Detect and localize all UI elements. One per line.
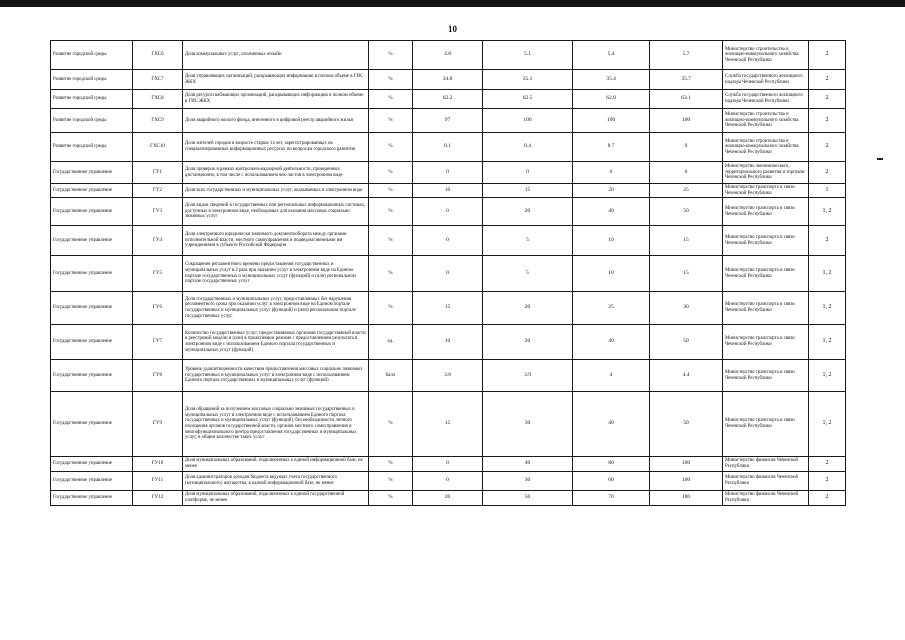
- unit-cell: %: [369, 491, 413, 506]
- reference-cell: 1, 2: [809, 256, 846, 292]
- value-cell-3: 70: [573, 491, 650, 506]
- code-cell: ГУ5: [133, 256, 183, 292]
- value-cell-1: 0: [413, 162, 483, 184]
- unit-cell: %: [369, 472, 413, 491]
- code-cell: ГУ12: [133, 491, 183, 506]
- category-cell: Государственное управление: [51, 360, 133, 392]
- table-row: [51, 198, 846, 226]
- value-cell-2: 30: [483, 392, 573, 457]
- reference-cell: 1, 2: [809, 392, 846, 457]
- value-cell-4: 50: [650, 198, 723, 226]
- value-cell-4: 50: [650, 392, 723, 457]
- value-cell-4: 100: [650, 109, 723, 133]
- category-cell: Государственное управление: [51, 392, 133, 457]
- value-cell-3: 62.8: [573, 90, 650, 109]
- category-cell: Государственное управление: [51, 226, 133, 256]
- code-cell: ГУ2: [133, 184, 183, 198]
- category-cell: Развитие городской среды: [51, 109, 133, 133]
- table-row: [51, 360, 846, 392]
- indicator-cell: Доля ресурсоснабжающих организаций, раскрывающих информацию в полном объеме в ГИС ЖКХ: [183, 90, 369, 109]
- table-row: [51, 162, 846, 184]
- value-cell-4: 9: [650, 133, 723, 162]
- code-cell: ГУ1: [133, 162, 183, 184]
- table-row: [51, 133, 846, 162]
- value-cell-1: 15: [413, 392, 483, 457]
- value-cell-4: 100: [650, 491, 723, 506]
- value-cell-3: 40: [573, 392, 650, 457]
- value-cell-2: 0: [483, 162, 573, 184]
- value-cell-3: 60: [573, 472, 650, 491]
- value-cell-1: 97: [413, 109, 483, 133]
- value-cell-1: 8.1: [413, 133, 483, 162]
- table-row: [51, 226, 846, 256]
- code-cell: ГХС9: [133, 109, 183, 133]
- indicator-cell: Доля муниципальных образований, подключенных к единой государственной платформе, не менее: [183, 491, 369, 506]
- category-cell: Государственное управление: [51, 472, 133, 491]
- organization-cell: Министерство транспорта и связи Чеченской Республики: [723, 184, 809, 198]
- value-cell-1: 10: [413, 325, 483, 360]
- indicator-cell: Уровень удовлетворенности качеством предоставления массовых социально значимых государственных и муниципальных услуг в электронном виде с использованием Единого портала государственных и муниципальных услуг (функций): [183, 360, 369, 392]
- code-cell: ГУ4: [133, 226, 183, 256]
- reference-cell: 2: [809, 70, 846, 90]
- unit-cell: %: [369, 109, 413, 133]
- reference-cell: 2: [809, 457, 846, 472]
- indicator-cell: Доля государственных и муниципальных услуг, предоставляемых без нарушения регламентного срока при оказании услуг в электронном виде на Едином портале государственных и муниципальных услуг (функций) и (или) региональном портале государственных услуг: [183, 292, 369, 325]
- category-cell: Государственное управление: [51, 457, 133, 472]
- category-cell: Государственное управление: [51, 292, 133, 325]
- organization-cell: Министерство транспорта и связи Чеченской Республики: [723, 198, 809, 226]
- value-cell-1: 62.2: [413, 90, 483, 109]
- category-cell: Государственное управление: [51, 184, 133, 198]
- value-cell-2: 5: [483, 256, 573, 292]
- table-row: [51, 392, 846, 457]
- indicator-cell: Доля управляющих организаций, раскрывающих информацию в полном объеме в ГИС ЖКХ: [183, 70, 369, 90]
- organization-cell: Министерство экономического, территориального развития и торговли Чеченской Республики: [723, 162, 809, 184]
- value-cell-2: 40: [483, 457, 573, 472]
- value-cell-3: 0: [573, 162, 650, 184]
- reference-cell: 2: [809, 226, 846, 256]
- value-cell-4: 0: [650, 162, 723, 184]
- margin-mark: [877, 158, 883, 160]
- table-row: [51, 70, 846, 90]
- value-cell-3: 40: [573, 325, 650, 360]
- organization-cell: Министерство транспорта и связи Чеченской Республики: [723, 226, 809, 256]
- table-row: [51, 457, 846, 472]
- code-cell: ГУ9: [133, 392, 183, 457]
- value-cell-1: 0: [413, 457, 483, 472]
- indicator-cell: Количество государственных услуг, предоставляемых органами государственной власти в реестровой модели и (или) в проактивном режиме с предоставлением результата в электронном виде с использованием Единого портала государственных и муниципальных услуг (функций): [183, 325, 369, 360]
- unit-cell: %: [369, 256, 413, 292]
- category-cell: Государственное управление: [51, 162, 133, 184]
- indicator-cell: Доля жителей городов в возрасте старше 14 лет, зарегистрированных на специализированных информационных ресурсах по вопросам городского развития: [183, 133, 369, 162]
- organization-cell: Министерство транспорта и связи Чеченской Республики: [723, 392, 809, 457]
- code-cell: ГУ7: [133, 325, 183, 360]
- reference-cell: 1, 2: [809, 325, 846, 360]
- organization-cell: Министерство транспорта и связи Чеченской Республики: [723, 325, 809, 360]
- unit-cell: %: [369, 90, 413, 109]
- value-cell-4: 4.4: [650, 360, 723, 392]
- value-cell-4: 15: [650, 226, 723, 256]
- value-cell-3: 80: [573, 457, 650, 472]
- value-cell-4: 15: [650, 256, 723, 292]
- value-cell-4: 50: [650, 325, 723, 360]
- value-cell-2: 100: [483, 109, 573, 133]
- value-cell-1: 0: [413, 226, 483, 256]
- organization-cell: Министерство финансов Чеченской Республики: [723, 472, 809, 491]
- category-cell: Развитие городской среды: [51, 70, 133, 90]
- unit-cell: %: [369, 226, 413, 256]
- indicator-cell: Доля муниципальных образований, подключенных к единой информационной базе, не менее: [183, 457, 369, 472]
- value-cell-3: 10: [573, 226, 650, 256]
- unit-cell: %: [369, 198, 413, 226]
- code-cell: ГУ3: [133, 198, 183, 226]
- value-cell-3: 8.7: [573, 133, 650, 162]
- reference-cell: 1: [809, 184, 846, 198]
- value-cell-4: 63.1: [650, 90, 723, 109]
- value-cell-4: 25: [650, 184, 723, 198]
- value-cell-1: 4.8: [413, 41, 483, 70]
- reference-cell: 2: [809, 472, 846, 491]
- indicator-cell: Доля аварийного жилого фонда, внесенного в цифровой реестр аварийного жилья: [183, 109, 369, 133]
- reference-cell: 2: [809, 41, 846, 70]
- reference-cell: 1, 2: [809, 360, 846, 392]
- unit-cell: %: [369, 292, 413, 325]
- value-cell-2: 20: [483, 325, 573, 360]
- code-cell: ГУ11: [133, 472, 183, 491]
- value-cell-2: 3.9: [483, 360, 573, 392]
- table-row: [51, 325, 846, 360]
- unit-cell: %: [369, 162, 413, 184]
- unit-cell: балл: [369, 360, 413, 392]
- code-cell: ГХС7: [133, 70, 183, 90]
- reference-cell: 2: [809, 90, 846, 109]
- reference-cell: 1, 2: [809, 292, 846, 325]
- code-cell: ГХС6: [133, 41, 183, 70]
- value-cell-2: 30: [483, 472, 573, 491]
- value-cell-1: 34.8: [413, 70, 483, 90]
- indicator-cell: Доля видов сведений в государственных или региональных информационных системах, доступных в электронном виде, необходимых для оказания массовых социально значимых услуг: [183, 198, 369, 226]
- value-cell-1: 0: [413, 198, 483, 226]
- value-cell-1: 3.8: [413, 360, 483, 392]
- reference-cell: 2: [809, 133, 846, 162]
- value-cell-2: 5.1: [483, 41, 573, 70]
- category-cell: Государственное управление: [51, 325, 133, 360]
- value-cell-3: 5.4: [573, 41, 650, 70]
- unit-cell: %: [369, 392, 413, 457]
- reference-cell: 2: [809, 162, 846, 184]
- value-cell-2: 8.4: [483, 133, 573, 162]
- unit-cell: %: [369, 41, 413, 70]
- code-cell: ГУ8: [133, 360, 183, 392]
- value-cell-2: 20: [483, 292, 573, 325]
- table-row: [51, 184, 846, 198]
- organization-cell: Служба государственного жилищного надзора Чеченской Республики: [723, 70, 809, 90]
- value-cell-3: 35.4: [573, 70, 650, 90]
- value-cell-4: 100: [650, 472, 723, 491]
- indicator-cell: Доля администраторов доходов бюджета ведущих учета государственного (муниципального) имущества, в единой информационной базе, не менее: [183, 472, 369, 491]
- category-cell: Государственное управление: [51, 198, 133, 226]
- indicator-cell: Сокращение регламентного времени предоставления государственных и муниципальных услуг в 2 раза при оказании услуг в электронном виде на Едином портале государственных и муниципальных услуг (функций) и (или) региональном портале государственных услуг: [183, 256, 369, 292]
- value-cell-1: 0: [413, 472, 483, 491]
- table-row: [51, 41, 846, 70]
- value-cell-3: 10: [573, 256, 650, 292]
- value-cell-2: 20: [483, 198, 573, 226]
- organization-cell: Министерство строительства и жилищно-коммунального хозяйства Чеченской Республики: [723, 41, 809, 70]
- organization-cell: Служба государственного жилищного надзора Чеченской Республики: [723, 90, 809, 109]
- table-row: [51, 256, 846, 292]
- organization-cell: Министерство транспорта и связи Чеченской Республики: [723, 360, 809, 392]
- table-row: [51, 491, 846, 506]
- category-cell: Развитие городской среды: [51, 41, 133, 70]
- value-cell-4: 30: [650, 292, 723, 325]
- unit-cell: %: [369, 184, 413, 198]
- top-border-bar: [0, 0, 905, 7]
- organization-cell: Министерство строительства и жилищно-коммунального хозяйства Чеченской Республики: [723, 133, 809, 162]
- value-cell-4: 35.7: [650, 70, 723, 90]
- reference-cell: 1, 2: [809, 198, 846, 226]
- category-cell: Государственное управление: [51, 256, 133, 292]
- indicator-cell: Доля всех государственных и муниципальных услуг, оказываемых в электронном виде: [183, 184, 369, 198]
- value-cell-2: 15: [483, 184, 573, 198]
- table-row: [51, 292, 846, 325]
- indicator-cell: Доля проверок в рамках контрольно-надзорной деятельности, проведенных дистанционно, в том числе с использованием чек-листов в электронном виде: [183, 162, 369, 184]
- unit-cell: %: [369, 133, 413, 162]
- code-cell: ГХС10: [133, 133, 183, 162]
- category-cell: Государственное управление: [51, 491, 133, 506]
- table-row: [51, 109, 846, 133]
- indicator-cell: Доля электронного юридически значимого документооборота между органами исполнительной власти, местного самоуправления и подведомственными им учреждениями в субъекте Российской Федерации: [183, 226, 369, 256]
- organization-cell: Министерство финансов Чеченской Республики: [723, 457, 809, 472]
- value-cell-3: 25: [573, 292, 650, 325]
- page-number: 10: [448, 24, 457, 34]
- table-body: [51, 41, 846, 506]
- value-cell-3: 40: [573, 198, 650, 226]
- category-cell: Развитие городской среды: [51, 133, 133, 162]
- value-cell-3: 100: [573, 109, 650, 133]
- value-cell-1: 0: [413, 256, 483, 292]
- value-cell-3: 20: [573, 184, 650, 198]
- code-cell: ГУ10: [133, 457, 183, 472]
- indicator-cell: Доля обращений за получением массовых социально значимых государственных и муниципальных услуг в электронном виде с использованием Единого портала государственных и муниципальных услуг (функций), без необходимости личного посещения органов государственной власти, органов местного самоуправления и многофункционального центра предоставления государственных и муниципальных услуг, в общем количестве таких услуг: [183, 392, 369, 457]
- value-cell-1: 15: [413, 292, 483, 325]
- value-cell-2: 35.1: [483, 70, 573, 90]
- unit-cell: %: [369, 457, 413, 472]
- value-cell-1: 20: [413, 491, 483, 506]
- code-cell: ГХС8: [133, 90, 183, 109]
- code-cell: ГУ6: [133, 292, 183, 325]
- unit-cell: ед.: [369, 325, 413, 360]
- value-cell-4: 5.7: [650, 41, 723, 70]
- value-cell-2: 50: [483, 491, 573, 506]
- organization-cell: Министерство финансов Чеченской Республики: [723, 491, 809, 506]
- indicator-cell: Доля коммунальных услуг, оплаченных онлайн: [183, 41, 369, 70]
- table-row: [51, 90, 846, 109]
- unit-cell: %: [369, 70, 413, 90]
- table-row: [51, 472, 846, 491]
- value-cell-1: 10: [413, 184, 483, 198]
- category-cell: Развитие городской среды: [51, 90, 133, 109]
- value-cell-4: 100: [650, 457, 723, 472]
- organization-cell: Министерство транспорта и связи Чеченской Республики: [723, 292, 809, 325]
- value-cell-2: 5: [483, 226, 573, 256]
- value-cell-2: 62.5: [483, 90, 573, 109]
- indicators-table: [50, 40, 846, 506]
- value-cell-3: 4: [573, 360, 650, 392]
- reference-cell: 2: [809, 491, 846, 506]
- organization-cell: Министерство транспорта и связи Чеченской Республики: [723, 256, 809, 292]
- organization-cell: Министерство строительства и жилищно-коммунального хозяйства Чеченской Республики: [723, 109, 809, 133]
- reference-cell: 2: [809, 109, 846, 133]
